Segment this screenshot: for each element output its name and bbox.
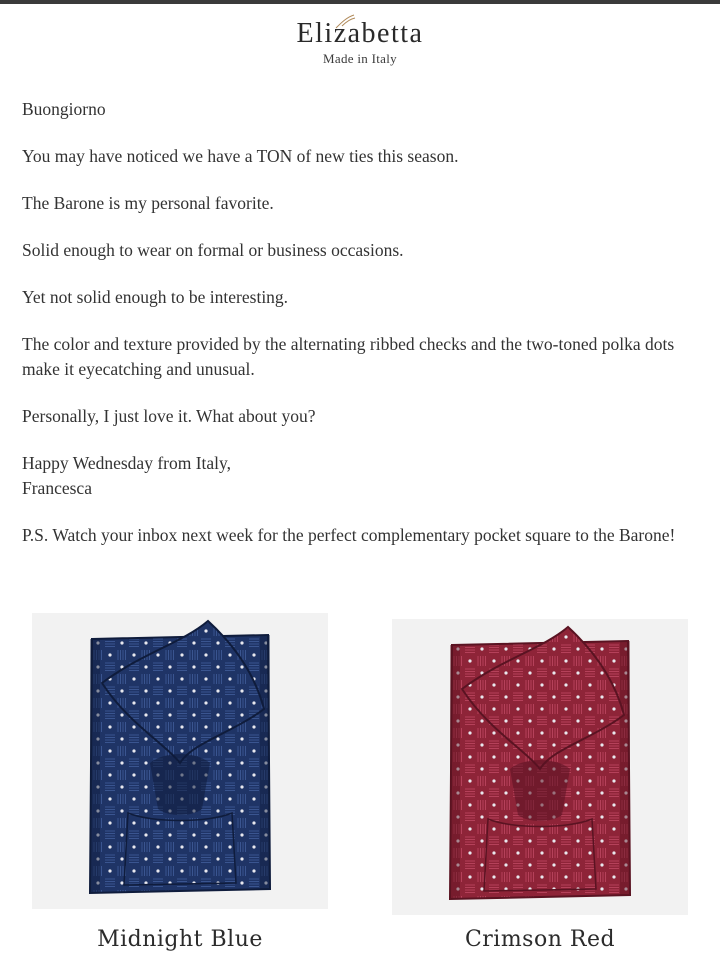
product-name[interactable]: Midnight Blue: [97, 927, 263, 952]
brand-logo[interactable]: Elizabetta: [296, 18, 424, 49]
tie-illustration: [32, 613, 328, 909]
signature-name: Francesca: [22, 478, 92, 498]
signoff-line: Happy Wednesday from Italy,: [22, 453, 232, 473]
body-paragraph: The Barone is my personal favorite.: [22, 193, 274, 213]
signoff: [22, 451, 692, 501]
product-card-crimson-red[interactable]: [392, 619, 688, 960]
email-body: [22, 97, 692, 570]
body-paragraph: Yet not solid enough to be interesting.: [22, 287, 289, 307]
product-image-midnight-blue[interactable]: [32, 613, 328, 909]
postscript: P.S. Watch your inbox next week for the perfect complementary pocket square to the Barone!: [22, 525, 676, 545]
top-border: [0, 0, 720, 4]
body-paragraph: Solid enough to wear on formal or business occasions.: [22, 240, 404, 260]
product-image-crimson-red[interactable]: [392, 619, 688, 915]
logo-swash-icon: [333, 13, 357, 31]
brand-tagline: Made in Italy: [323, 50, 397, 66]
email-header: [0, 12, 720, 67]
body-paragraph: Personally, I just love it. What about you?: [22, 406, 316, 426]
body-paragraph: The color and texture provided by the alternating ribbed checks and the two-toned polka dots make it eyecatching and unusual.: [22, 334, 675, 379]
body-paragraph: You may have noticed we have a TON of new ties this season.: [22, 146, 459, 166]
product-name[interactable]: Crimson Red: [464, 927, 616, 952]
greeting: Buongiorno: [22, 99, 106, 119]
tie-illustration: [392, 619, 688, 915]
product-card-midnight-blue[interactable]: [32, 613, 328, 960]
